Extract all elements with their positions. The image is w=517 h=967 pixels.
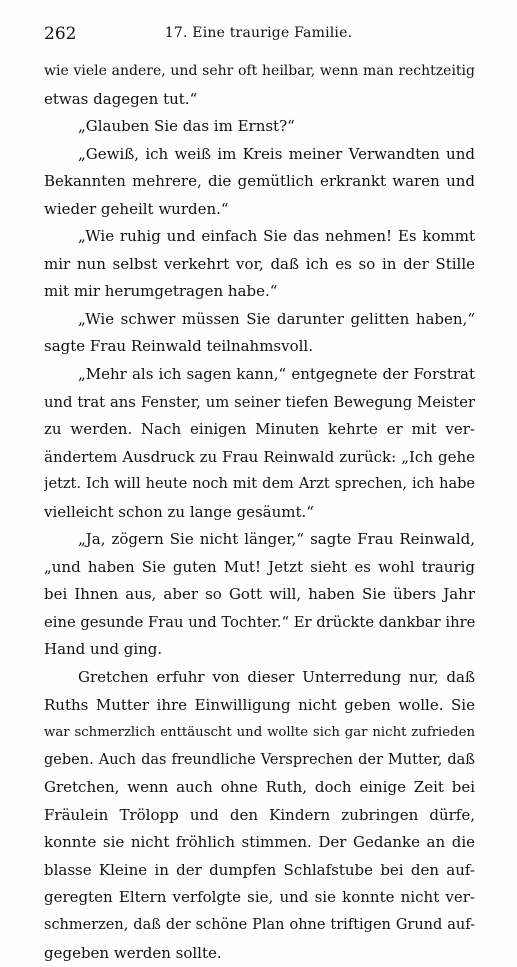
- text-line: ändertem Ausdruck zu Frau Reinwald zurück: „Ich gehe: [44, 444, 475, 472]
- text-line: bei Ihnen aus, aber so Gott will, haben Sie übers Jahr: [44, 581, 475, 609]
- text-line: „Mehr als ich sagen kann,“ entgegnete der Forstrat: [44, 361, 475, 389]
- text-line: jetzt. Ich will heute noch mit dem Arzt sprechen, ich habe: [44, 471, 475, 499]
- text-line: geregten Eltern verfolgte sie, und sie konnte nicht ver-: [44, 884, 475, 912]
- text-line: „Wie schwer müssen Sie darunter gelitten haben,“: [44, 306, 475, 334]
- text-line: eine gesunde Frau und Tochter.“ Er drückte dankbar ihre: [44, 609, 475, 637]
- text-line: zu werden. Nach einigen Minuten kehrte er mit ver-: [44, 416, 475, 444]
- text-line: geben. Auch das freundliche Versprechen der Mutter, daß: [44, 747, 475, 775]
- text-line: etwas dagegen tut.“: [44, 86, 475, 114]
- text-line: schmerzen, daß der schöne Plan ohne triftigen Grund auf-: [44, 912, 475, 940]
- text-line: wie viele andere, und sehr oft heilbar, wenn man rechtzeitig: [44, 58, 475, 86]
- text-line: war schmerzlich enttäuscht und wollte sich gar nicht zufrieden: [44, 719, 475, 747]
- text-line: Gretchen erfuhr von dieser Unterredung nur, daß: [44, 664, 475, 692]
- text-line: „und haben Sie guten Mut! Jetzt sieht es wohl traurig: [44, 554, 475, 582]
- text-line: vielleicht schon zu lange gesäumt.“: [44, 499, 475, 527]
- text-line: sagte Frau Reinwald teilnahmsvoll.: [44, 333, 475, 361]
- text-line: Hand und ging.: [44, 636, 475, 664]
- text-line: „Ja, zögern Sie nicht länger,“ sagte Frau Reinwald,: [44, 526, 475, 554]
- text-line: „Glauben Sie das im Ernst?“: [44, 113, 475, 141]
- text-line: „Wie ruhig und einfach Sie das nehmen! Es kommt: [44, 223, 475, 251]
- text-line: „Gewiß, ich weiß im Kreis meiner Verwandten und: [44, 141, 475, 169]
- page-number: 262: [44, 24, 76, 44]
- text-line: konnte sie nicht fröhlich stimmen. Der Gedanke an die: [44, 829, 475, 857]
- text-line: und trat ans Fenster, um seiner tiefen Bewegung Meister: [44, 389, 475, 417]
- text-line: gegeben werden sollte.: [44, 940, 475, 967]
- text-line: blasse Kleine in der dumpfen Schlafstube bei den auf-: [44, 857, 475, 885]
- text-line: wieder geheilt wurden.“: [44, 196, 475, 224]
- text-line: Bekannten mehrere, die gemütlich erkrankt waren und: [44, 168, 475, 196]
- text-line: Gretchen, wenn auch ohne Ruth, doch einige Zeit bei: [44, 774, 475, 802]
- text-line: Ruths Mutter ihre Einwilligung nicht geben wolle. Sie: [44, 692, 475, 720]
- body-text: [44, 58, 475, 967]
- text-line: mir nun selbst verkehrt vor, daß ich es so in der Stille: [44, 251, 475, 279]
- text-line: mit mir herumgetragen habe.“: [44, 278, 475, 306]
- text-line: Fräulein Trölopp und den Kindern zubringen dürfe,: [44, 802, 475, 830]
- running-head: 17. Eine traurige Familie.: [44, 25, 473, 41]
- page-header: [44, 24, 473, 46]
